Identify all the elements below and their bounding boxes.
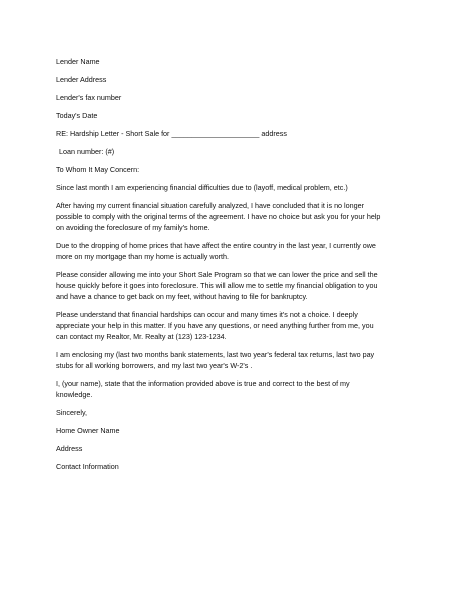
paragraph-line: can contact my Realtor, Mr. Realty at (123) 123-1234. — [56, 332, 227, 341]
paragraph-line: on avoiding the foreclosure of my family's home. — [56, 223, 210, 232]
re-line: RE: Hardship Letter - Short Sale for ______________________ address — [56, 129, 287, 138]
contact-information: Contact Information — [56, 462, 119, 471]
letter-date: Today's Date — [56, 111, 98, 120]
paragraph-line: house quickly before it goes into foreclosure. This will allow me to settle my financial obligation to you — [56, 281, 378, 290]
paragraph-line: appreciate your help in this matter. If you have any questions, or need anything further from me, you — [56, 321, 374, 330]
lender-name: Lender Name — [56, 57, 100, 66]
paragraph-line: Please consider allowing me into your Short Sale Program so that we can lower the price and sell the — [56, 270, 378, 279]
paragraph-line: Since last month I am experiencing financial difficulties due to (layoff, medical problem, etc.) — [56, 183, 348, 192]
lender-fax: Lender's fax number — [56, 93, 122, 102]
lender-address: Lender Address — [56, 75, 107, 84]
paragraph-line: knowledge. — [56, 390, 93, 399]
owner-address: Address — [56, 444, 83, 453]
paragraph-line: and have a chance to get back on my feet, without having to file for bankruptcy. — [56, 292, 308, 301]
paragraph-enclosures — [56, 349, 426, 371]
paragraph-line: stubs for all working borrowers, and my last two year's W-2's . — [56, 361, 253, 370]
paragraph-line: Please understand that financial hardships can occur and many times it's not a choice. I deeply — [56, 310, 358, 319]
paragraph-understanding — [56, 309, 426, 342]
paragraph-line: Due to the dropping of home prices that have affect the entire country in the last year, I currently owe — [56, 241, 376, 250]
paragraph-line: more on my mortgage than my home is actually worth. — [56, 252, 229, 261]
paragraph-line: possible to comply with the original terms of the agreement. I have no choice but ask you for your help — [56, 212, 381, 221]
paragraph-short-sale — [56, 269, 426, 302]
paragraph-difficulties — [56, 182, 426, 193]
hardship-letter — [56, 56, 426, 479]
loan-number: Loan number: (#) — [59, 147, 115, 156]
paragraph-home-prices — [56, 240, 426, 262]
salutation: To Whom It May Concern: — [56, 165, 140, 174]
paragraph-line: I, (your name), state that the information provided above is true and correct to the best of my — [56, 379, 350, 388]
paragraph-situation — [56, 200, 426, 233]
home-owner-name: Home Owner Name — [56, 426, 120, 435]
paragraph-line: After having my current financial situation carefully analyzed, I have concluded that it is no longer — [56, 201, 365, 210]
paragraph-statement — [56, 378, 426, 400]
paragraph-line: I am enclosing my (last two months bank statements, last two year's federal tax returns, last two pay — [56, 350, 375, 359]
sign-off: Sincerely, — [56, 408, 88, 417]
